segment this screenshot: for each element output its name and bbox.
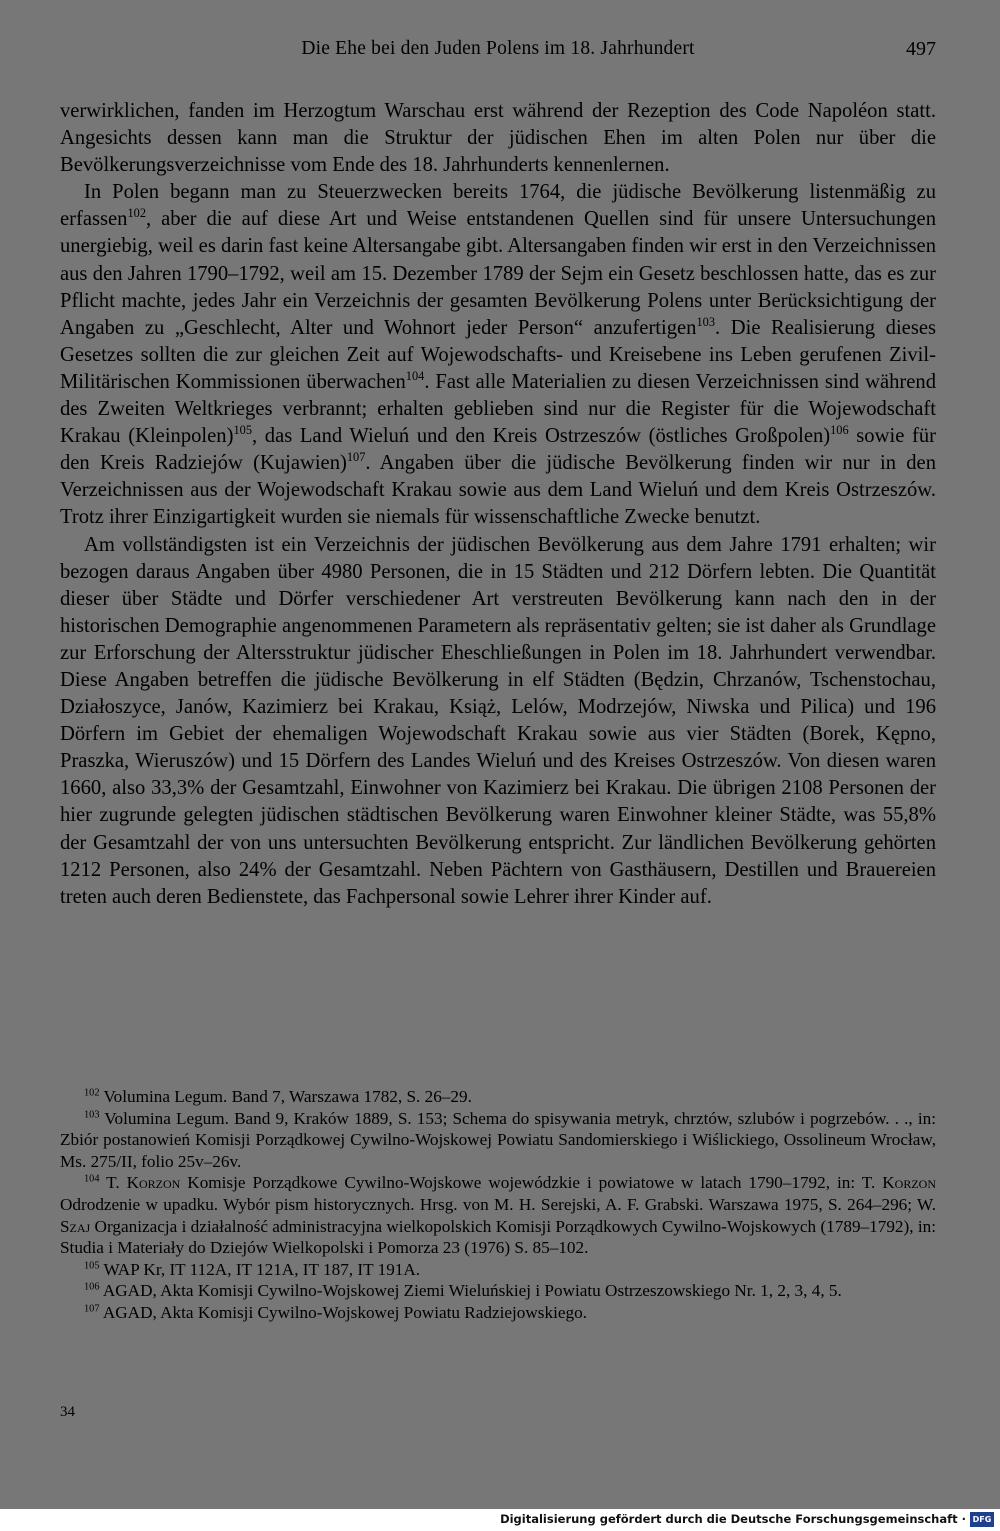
footnote-106 (60, 1280, 936, 1302)
author-name: Korzon (126, 1173, 181, 1193)
footnote-107 (60, 1302, 936, 1324)
footnote-102 (60, 1086, 936, 1108)
footnote-text: WAP Kr, IT 112A, IT 121A, IT 187, IT 191A. (103, 1259, 421, 1279)
paragraph-1: verwirklichen, fanden im Herzogtum Warschau erst während der Rezeption des Code Napoléon statt. Angesichts dessen kann man die Struktur der jüdischen Ehen im alten Polen nur über die Bevölkerungsverzeichnisse vom Ende des 18. Jahrhunderts kennenlernen. (60, 100, 936, 177)
p2-text-f: sowie für den Kreis Radziejów (Kujawien) (60, 425, 936, 475)
footnote-number: 106 (84, 1281, 100, 1293)
footnote-text: AGAD, Akta Komisji Cywilno-Wojskowej Powiatu Radziejowskiego. (102, 1302, 587, 1322)
footnote-104 (60, 1172, 936, 1258)
p2-text-g: . Angaben über die jüdische Bevölkerung finden wir nur in den Verzeichnissen aus der Wojewodschaft Krakau sowie aus dem Land Wieluń und dem Kreis Ostrzeszów. Trotz ihrer Einzigartigkeit wurden sie niemals für wissenschaftliche Zwecke benutzt. (60, 452, 936, 529)
p2-text-c: . Die Realisierung dieses Gesetzes sollten die zur gleichen Zeit auf Wojewodschafts- und Kreisebene ins Leben gerufenen Zivil-Militärischen Kommissionen überwachen (60, 316, 936, 393)
footnote-ref-102: 102 (127, 206, 147, 221)
footnote-ref-107: 107 (346, 450, 366, 465)
paragraph-3: Am vollständigsten ist ein Verzeichnis der jüdischen Bevölkerung aus dem Jahre 1791 erhalten; wir bezogen daraus Angaben über 4980 Personen, die in 15 Städten und 212 Dörfern lebten. Die Quantität dieser über Städte und Dörfer verschiedener Art verstreuten Bevölkerung kann nach den in der historischen Demographie angenommenen Parametern als repräsentativ gelten; sie ist daher als Grundlage zur Erforschung der Altersstruktur jüdischer Eheschließungen in Polen im 18. Jahrhundert verwendbar. Diese Angaben betreffen die jüdische Bevölkerung in elf Städten (Będzin, Chrzanów, Tschenstochau, Działoszyce, Janów, Kazimierz bei Krakau, Książ, Lelów, Modrzejów, Niwska und Pilica) und 196 Dörfern im Gebiet der ehemaligen Wojewodschaft Krakau sowie aus vier Städten (Borek, Kępno, Praszka, Wieruszów) und 15 Dörfern des Landes Wieluń und des Kreises Ostrzeszów. Von diesen waren 1660, also 33,3% der Gesamtzahl, Einwohner von Kazimierz bei Krakau. Die übrigen 2108 Personen der hier zugrunde gelegten jüdischen städtischen Bevölkerung waren Einwohner kleiner Städte, was 55,8% der Gesamtzahl der von uns untersuchten Bevölkerung entspricht. Zur ländlichen Bevölkerung gehörten 1212 Personen, also 24% der Gesamtzahl. Neben Pächtern von Gasthäusern, Destillen und Brauereien treten auch deren Bedienstete, das Fachpersonal sowie Lehrer ihrer Kinder auf. (60, 533, 936, 908)
dfg-logo: DFG (970, 1512, 994, 1527)
p2-text-b: , aber die auf diese Art und Weise entstandenen Quellen sind für unsere Untersuchungen unergiebig, weil es darin fast keine Altersangabe gibt. Altersangaben finden wir erst in den Verzeichnissen aus den Jahren 1790–1792, weil am 15. Dezember 1789 der Sejm ein Gesetz beschlossen hatte, das es zur Pflicht machte, jedes Jahr ein Verzeichnis der gesamten Bevölkerung Polens unter Berücksichtigung der Angaben zu „Geschlecht, Alter und Wohnort jeder Person“ anzufertigen (60, 208, 936, 339)
p2-text-e: , das Land Wieluń und den Kreis Ostrzeszów (östliches Großpolen) (252, 425, 831, 448)
page-number: 497 (906, 38, 936, 60)
p2-text-a: In Polen begann man zu Steuerzwecken bereits 1764, die jüdische Bevölkerung listenmäßig zu erfassen (60, 181, 936, 231)
footnote-number: 107 (84, 1303, 100, 1315)
dfg-credit: Digitalisierung gefördert durch die Deutsche Forschungsgemeinschaft · (500, 1512, 966, 1526)
running-header (60, 38, 936, 68)
paragraph-2 (60, 179, 936, 531)
footnote-number: 105 (84, 1260, 100, 1272)
author-name: Korzon (882, 1173, 936, 1193)
footnote-103 (60, 1108, 936, 1173)
footnote-number: 104 (84, 1173, 100, 1185)
p2-text-d: . Fast alle Materialien zu diesen Verzeichnissen sind während des Zweiten Weltkrieges verbrannt; erhalten geblieben sind nur die Register für die Wojewodschaft Krakau (Kleinpolen) (60, 370, 936, 448)
footnote-text: Organizacja i działalność administracyjna wielkopolskich Komisji Porządkowych Cywilno-Wojskowych (1789–1792), in: Studia i Materiały do Dziejów Wielkopolski i Pomorza 23 (1976) S. 85–102. (60, 1216, 936, 1258)
footnote-text: Volumina Legum. Band 7, Warszawa 1782, S. 26–29. (103, 1087, 472, 1106)
footnote-number: 103 (84, 1108, 100, 1120)
footnote-ref-103: 103 (696, 314, 716, 329)
footnotes (60, 1086, 936, 1324)
digitization-footer (0, 1509, 1000, 1531)
footnote-text: Komisje Porządkowe Cywilno-Wojskowe wojewódzkie i powiatowe w latach 1790–1792, in: T. (180, 1173, 883, 1193)
signature-mark: 34 (60, 1404, 75, 1420)
main-text (60, 98, 936, 911)
footnote-text: Odrodzenie w upadku. Wybór pism historycznych. Hrsg. von M. H. Serejski, A. F. Grabski. Warszawa 1975, S. 264–296; W. (60, 1194, 936, 1214)
footnote-number: 102 (84, 1087, 100, 1099)
footnote-ref-106: 106 (830, 423, 849, 438)
footnote-text: Volumina Legum. Band 9, Kraków 1889, S. 153; Schema do spisywania metryk, chrztów, szlubów i pogrzebów. . ., in: Zbiór postanowień Komisji Porządkowej Cywilno-Wojskowej Powiatu Sandomierskiego i Wiślickiego, Ossolineum Wrocław, Ms. 275/II, folio 25v–26v. (60, 1108, 936, 1171)
footnote-text: AGAD, Akta Komisji Cywilno-Wojskowej Ziemi Wieluńskiej i Powiatu Ostrzeszowskiego Nr. 1, 2, 3, 4, 5. (102, 1281, 842, 1301)
footnote-text: T. (106, 1173, 127, 1193)
footnote-ref-105: 105 (233, 423, 252, 438)
running-title: Die Ehe bei den Juden Polens im 18. Jahrhundert (301, 38, 695, 59)
footnote-105 (60, 1259, 936, 1281)
author-name: Szaj (60, 1216, 91, 1236)
footnote-ref-104: 104 (405, 368, 425, 383)
